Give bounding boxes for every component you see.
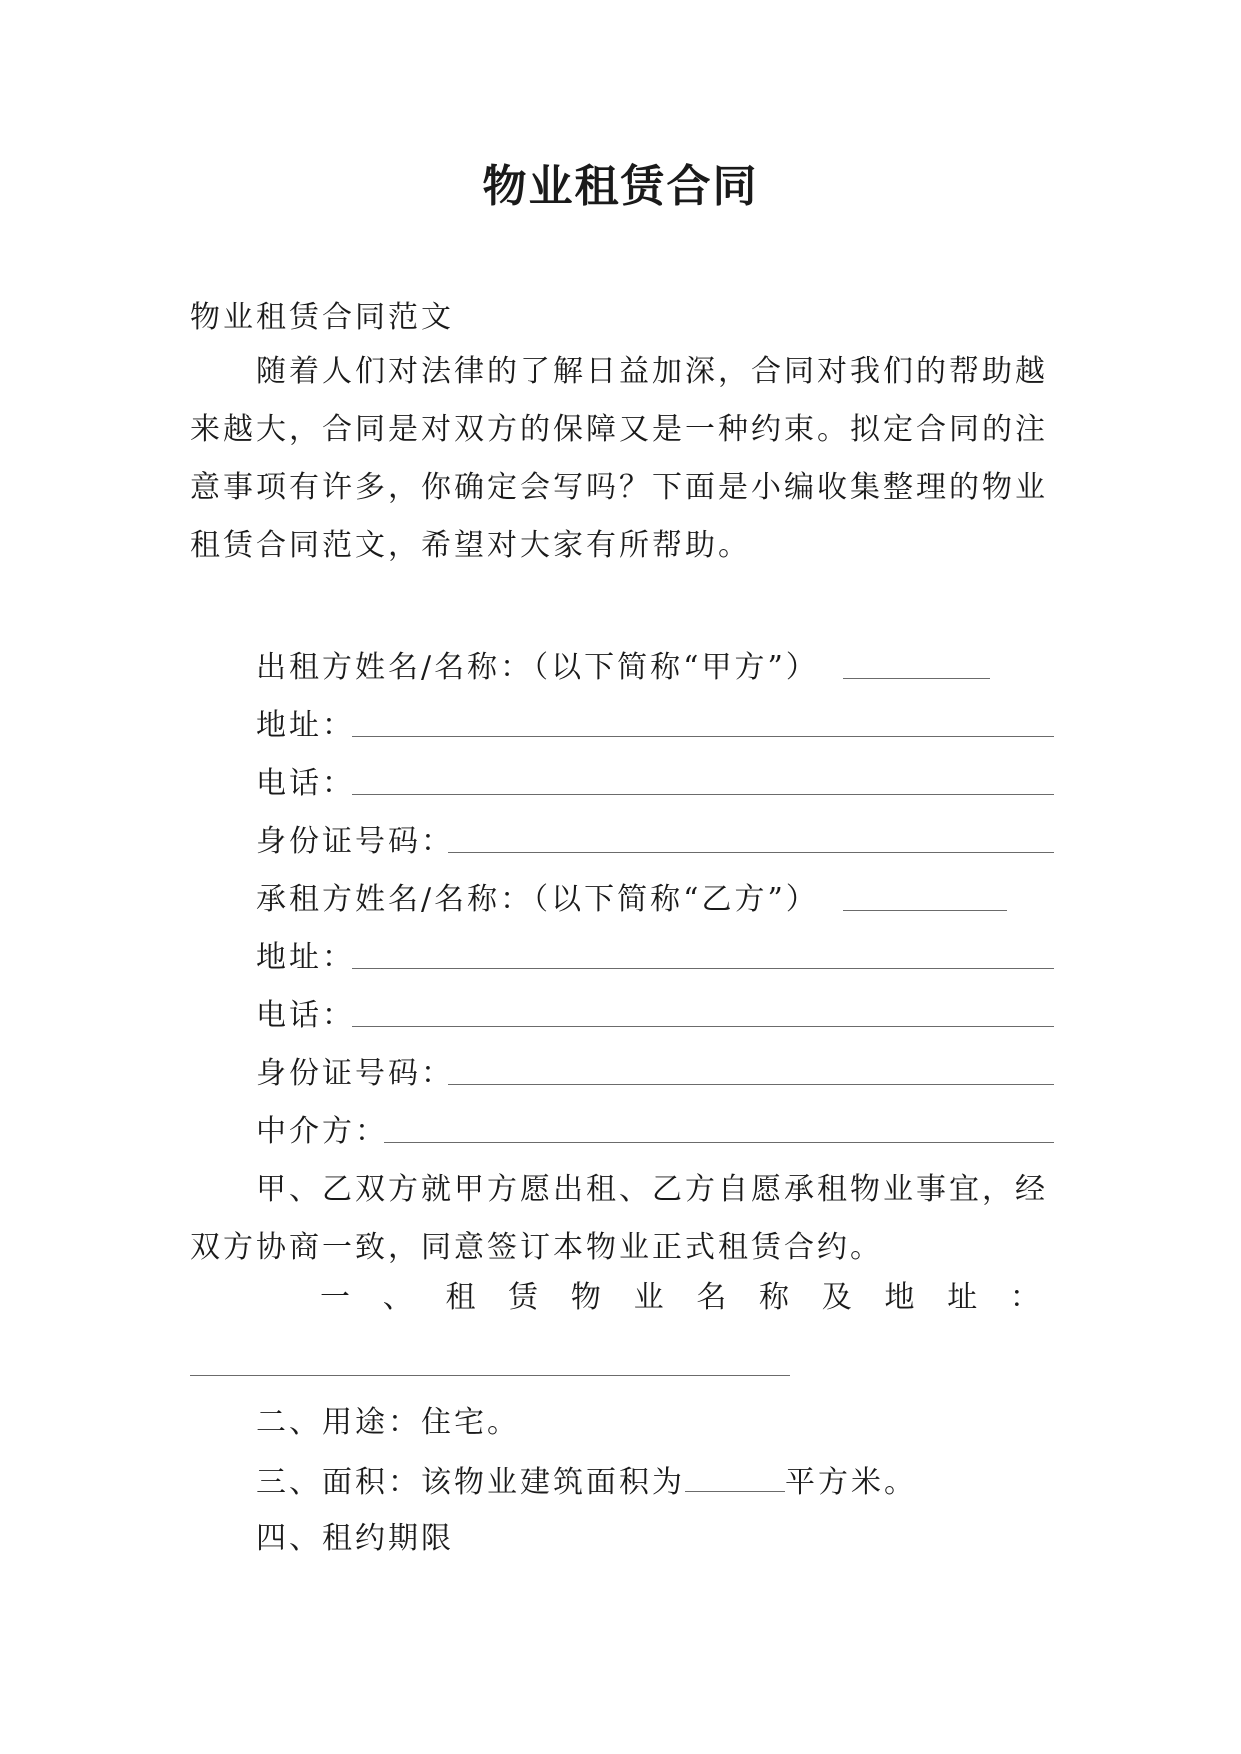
- lessor-name-blank[interactable]: [843, 678, 990, 679]
- lessee-id-blank[interactable]: [448, 1084, 1054, 1085]
- section-1-char: 址: [947, 1280, 978, 1315]
- lessee-id-label: 身份证号码：: [256, 1056, 454, 1091]
- intro-paragraph: 随着人们对法律的了解日益加深，合同对我们的帮助越来越大，合同是对双方的保障又是一种约束。拟定合同的注意事项有许多，你确定会写吗？下面是小编收集整理的物业租赁合同范文，希望对大家有所帮助。: [190, 354, 1048, 563]
- section-1-address-blank[interactable]: [190, 1375, 790, 1376]
- lessor-phone-blank[interactable]: [352, 794, 1054, 795]
- section-1-char: 地: [884, 1280, 915, 1315]
- section-1-char: 名: [696, 1280, 727, 1315]
- lessee-name-blank[interactable]: [843, 910, 1007, 911]
- section-1-heading: [320, 1278, 1040, 1318]
- lessor-address-label: 地址：: [256, 708, 355, 743]
- section-1-char: 业: [633, 1280, 664, 1315]
- section-1-char: ：: [1009, 1280, 1040, 1315]
- lessee-address-blank[interactable]: [352, 968, 1054, 969]
- section-3-text-after: 平方米。: [785, 1465, 917, 1500]
- agreement-paragraph: 甲、乙双方就甲方愿出租、乙方自愿承租物业事宜，经双方协商一致，同意签订本物业正式租赁合约。: [190, 1172, 1048, 1265]
- section-3-area: [256, 1461, 917, 1503]
- document-title: 物业租赁合同: [482, 161, 759, 212]
- agent-label: 中介方：: [256, 1114, 388, 1149]
- section-1-char: 物: [570, 1280, 601, 1315]
- lessor-address-blank[interactable]: [352, 736, 1054, 737]
- section-1-char: 租: [445, 1280, 476, 1315]
- section-2-usage: 二、用途：住宅。: [256, 1405, 520, 1440]
- lessor-name-label: 出租方姓名/名称：（以下简称“甲方”）: [256, 650, 819, 685]
- lessee-phone-label: 电话：: [256, 998, 355, 1033]
- lessor-id-blank[interactable]: [448, 852, 1054, 853]
- section-1-char: 赁: [508, 1280, 539, 1315]
- document-subtitle: 物业租赁合同范文: [190, 300, 454, 335]
- section-1-char: 及: [821, 1280, 852, 1315]
- section-3-text-before: 三、面积：该物业建筑面积为: [256, 1465, 685, 1500]
- area-blank[interactable]: [685, 1461, 785, 1492]
- agent-blank[interactable]: [384, 1142, 1054, 1143]
- section-4-term: 四、租约期限: [256, 1521, 454, 1556]
- lessee-address-label: 地址：: [256, 940, 355, 975]
- section-1-char: 、: [382, 1280, 413, 1315]
- lessee-name-label: 承租方姓名/名称：（以下简称“乙方”）: [256, 882, 819, 917]
- lessor-id-label: 身份证号码：: [256, 824, 454, 859]
- section-1-char: 一: [320, 1280, 350, 1315]
- lessee-phone-blank[interactable]: [352, 1026, 1054, 1027]
- section-1-char: 称: [759, 1280, 790, 1315]
- lessor-phone-label: 电话：: [256, 766, 355, 801]
